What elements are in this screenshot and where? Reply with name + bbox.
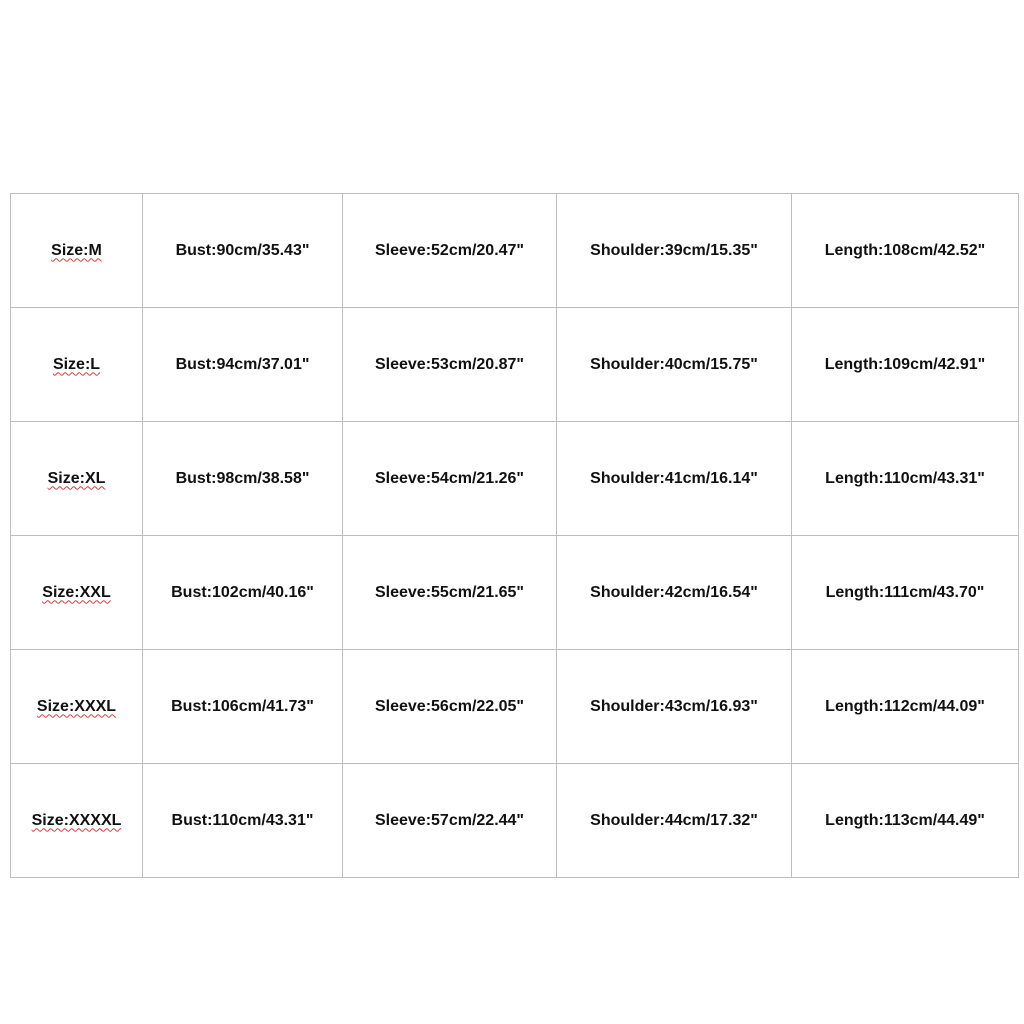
table-row (11, 650, 1019, 764)
size-label: Size:XXXL (36, 697, 117, 715)
bust-cell: Bust:98cm/38.58" (143, 422, 343, 536)
table-row (11, 764, 1019, 878)
length-cell: Length:113cm/44.49" (792, 764, 1019, 878)
length-cell: Length:110cm/43.31" (792, 422, 1019, 536)
shoulder-cell: Shoulder:41cm/16.14" (557, 422, 792, 536)
size-label: Size:L (52, 355, 101, 373)
shoulder-cell: Shoulder:44cm/17.32" (557, 764, 792, 878)
table-row (11, 422, 1019, 536)
bust-cell: Bust:90cm/35.43" (143, 194, 343, 308)
sleeve-cell: Sleeve:56cm/22.05" (343, 650, 557, 764)
size-label: Size:XL (47, 469, 106, 487)
size-label: Size:XXXXL (31, 811, 122, 829)
table-row (11, 536, 1019, 650)
shoulder-cell: Shoulder:42cm/16.54" (557, 536, 792, 650)
size-cell (11, 650, 143, 764)
length-cell: Length:112cm/44.09" (792, 650, 1019, 764)
length-cell: Length:111cm/43.70" (792, 536, 1019, 650)
size-label: Size:M (51, 241, 102, 259)
length-cell: Length:109cm/42.91" (792, 308, 1019, 422)
size-cell (11, 308, 143, 422)
size-cell (11, 422, 143, 536)
size-cell (11, 194, 143, 308)
shoulder-cell: Shoulder:39cm/15.35" (557, 194, 792, 308)
sleeve-cell: Sleeve:55cm/21.65" (343, 536, 557, 650)
sleeve-cell: Sleeve:57cm/22.44" (343, 764, 557, 878)
bust-cell: Bust:94cm/37.01" (143, 308, 343, 422)
sleeve-cell: Sleeve:53cm/20.87" (343, 308, 557, 422)
shoulder-cell: Shoulder:43cm/16.93" (557, 650, 792, 764)
table-row (11, 194, 1019, 308)
bust-cell: Bust:106cm/41.73" (143, 650, 343, 764)
size-chart-table (10, 193, 1019, 878)
sleeve-cell: Sleeve:52cm/20.47" (343, 194, 557, 308)
size-label: Size:XXL (42, 583, 111, 601)
shoulder-cell: Shoulder:40cm/15.75" (557, 308, 792, 422)
table-row (11, 308, 1019, 422)
sleeve-cell: Sleeve:54cm/21.26" (343, 422, 557, 536)
length-cell: Length:108cm/42.52" (792, 194, 1019, 308)
bust-cell: Bust:110cm/43.31" (143, 764, 343, 878)
size-cell (11, 536, 143, 650)
size-cell (11, 764, 143, 878)
bust-cell: Bust:102cm/40.16" (143, 536, 343, 650)
